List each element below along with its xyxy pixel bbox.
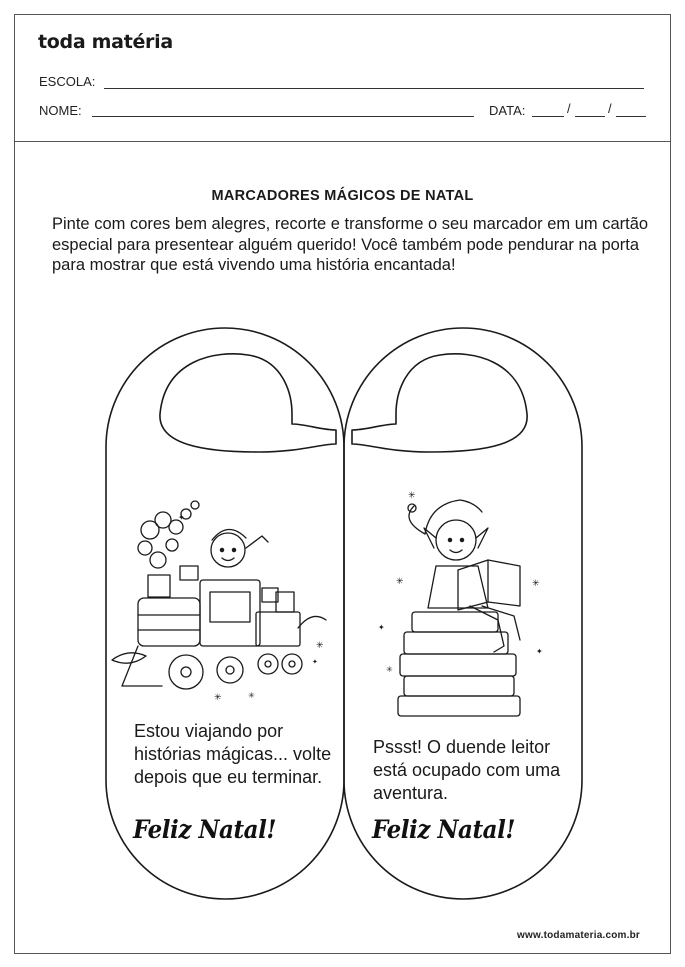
- svg-text:✳: ✳: [316, 640, 324, 650]
- reading-elf-illustration: [378, 490, 543, 716]
- svg-text:✦: ✦: [378, 623, 385, 632]
- footer-url: www.todamateria.com.br: [517, 930, 640, 941]
- left-hanger-greeting: Feliz Natal!: [133, 815, 277, 844]
- right-hanger-greeting: Feliz Natal!: [372, 815, 516, 844]
- right-hanger-message: Pssst! O duende leitor está ocupado com uma aventura.: [373, 737, 561, 803]
- worksheet-title: MARCADORES MÁGICOS DE NATAL: [211, 188, 474, 204]
- left-hanger-hook: [160, 354, 336, 452]
- left-hanger-message: Estou viajando por histórias mágicas... volte depois que eu terminar.: [134, 721, 332, 787]
- svg-text:✳: ✳: [386, 665, 393, 674]
- school-label: ESCOLA:: [39, 74, 96, 89]
- left-hanger-outline: [106, 328, 344, 899]
- svg-text:✳: ✳: [396, 576, 404, 586]
- svg-text:✳: ✳: [214, 692, 222, 702]
- right-hanger-outline: [344, 328, 582, 899]
- brand-logo: toda matéria: [38, 31, 173, 53]
- right-hanger-hook: [352, 354, 527, 452]
- date-separator: /: [608, 101, 612, 116]
- name-label: NOME:: [39, 103, 82, 118]
- svg-text:✦: ✦: [178, 513, 185, 522]
- svg-text:✦: ✦: [536, 647, 543, 656]
- svg-text:✦: ✦: [312, 659, 318, 666]
- svg-text:✳: ✳: [248, 691, 255, 700]
- svg-text:✳: ✳: [408, 490, 416, 500]
- worksheet-instructions: Pinte com cores bem alegres, recorte e transforme o seu marcador em um cartão especial para presentear alguém querido! Você também pode pendurar na porta para mostrar que está vivendo uma história encantada!: [52, 215, 649, 274]
- date-separator: /: [567, 101, 571, 116]
- svg-text:✳: ✳: [532, 578, 540, 588]
- date-label: DATA:: [489, 103, 526, 118]
- train-elf-illustration: [112, 501, 326, 702]
